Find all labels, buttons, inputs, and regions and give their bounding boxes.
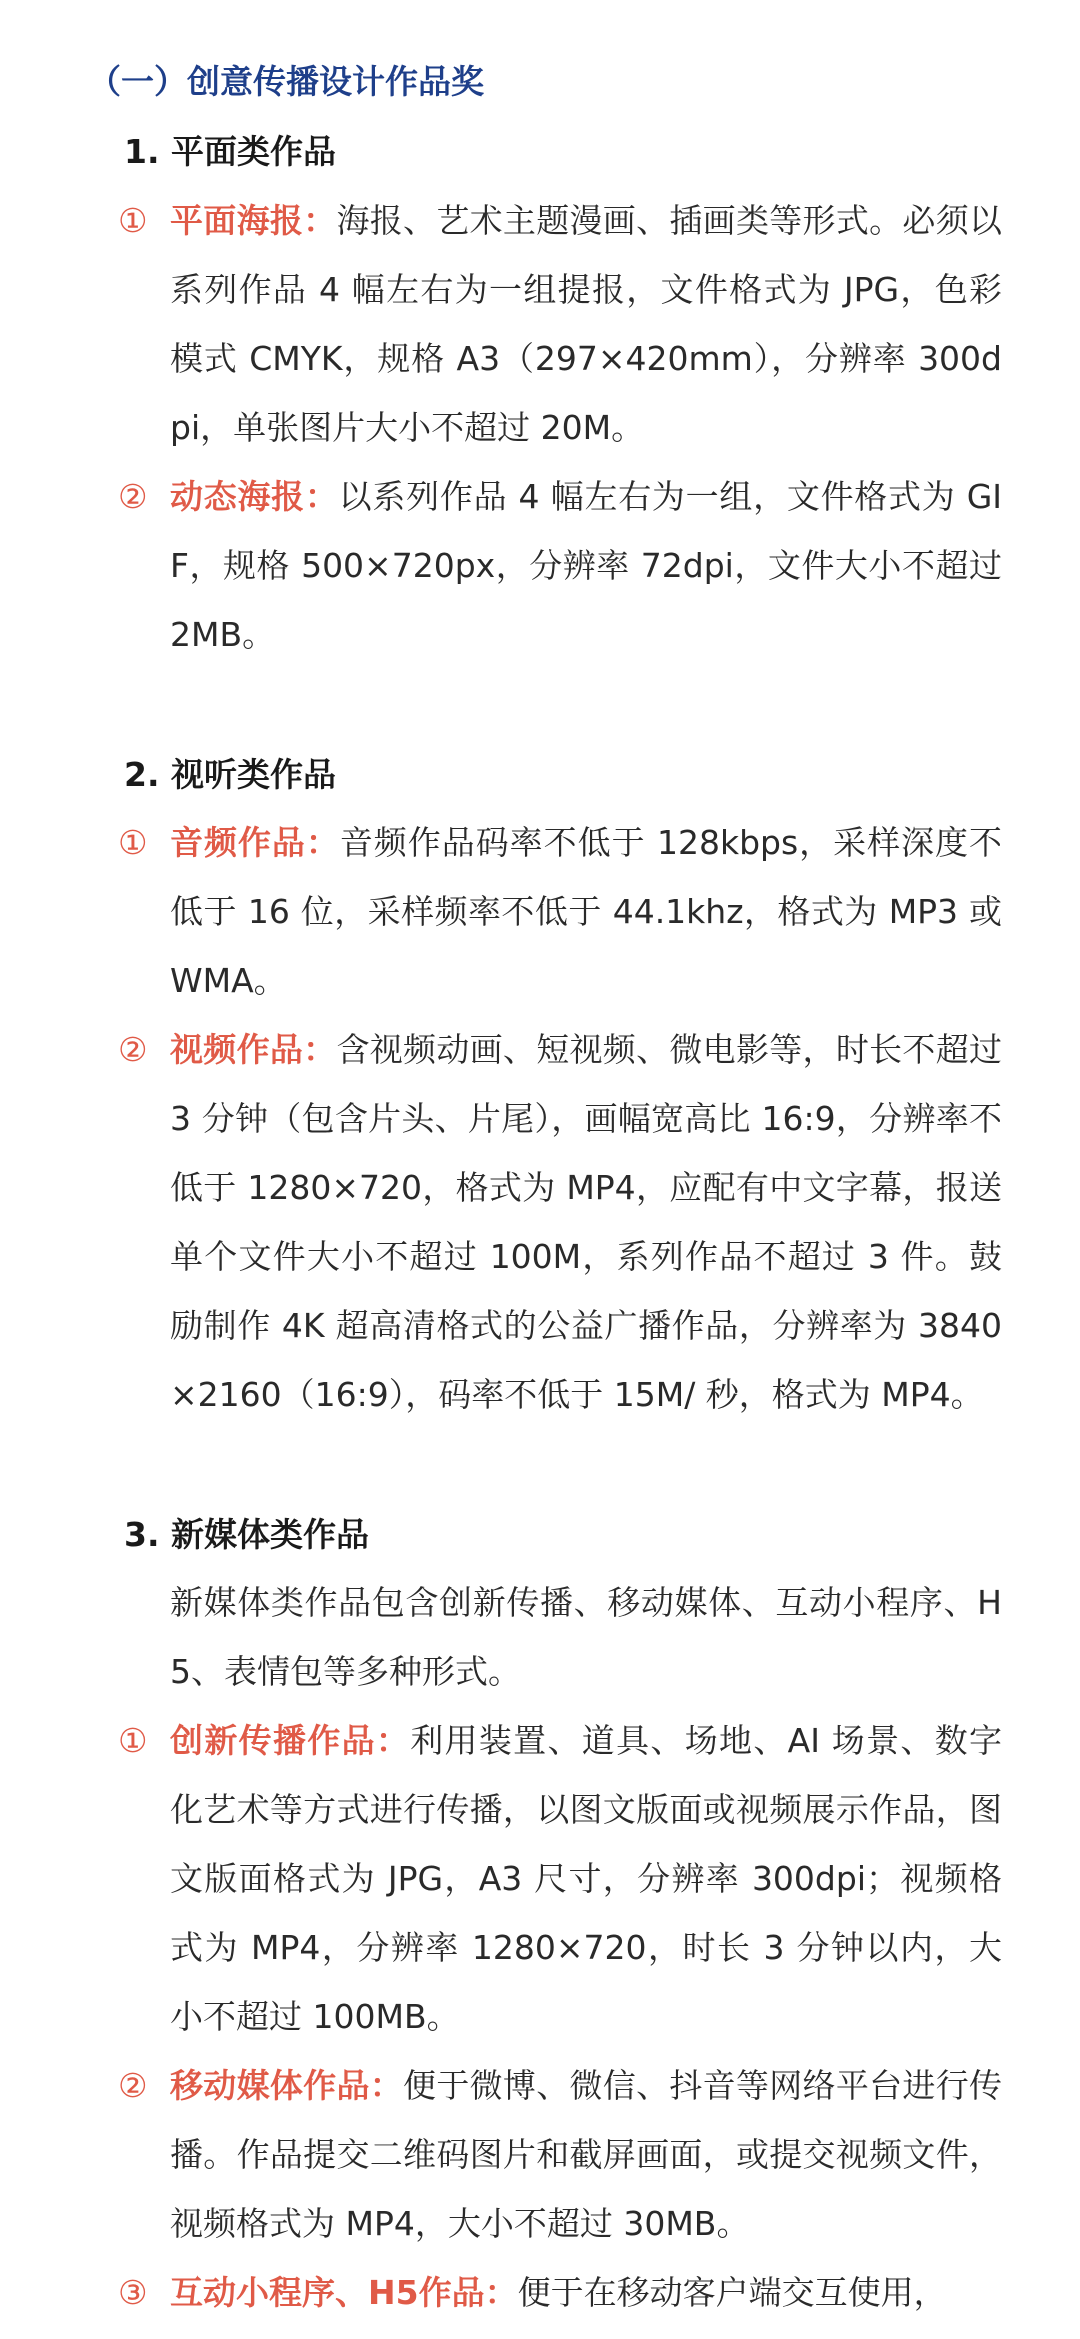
item-body xyxy=(170,1706,1002,2051)
item-label: 创新传播作品： xyxy=(170,1721,411,1760)
item-label: 互动小程序、H5作品： xyxy=(170,2273,518,2312)
item-marker: ① xyxy=(118,201,148,240)
item-marker: ② xyxy=(118,2066,148,2105)
group-intro: 新媒体类作品包含创新传播、移动媒体、互动小程序、H5、表情包等多种形式。 xyxy=(170,1583,1002,1691)
list-item-innovative xyxy=(118,1706,1002,2051)
item-marker: ② xyxy=(118,477,148,516)
item-label: 移动媒体作品： xyxy=(170,2066,404,2105)
item-marker: ① xyxy=(118,1721,148,1760)
group-title-audiovisual: 2. 视听类作品 xyxy=(124,755,336,794)
item-body xyxy=(170,2258,1002,2327)
item-marker: ② xyxy=(118,1030,148,1069)
item-label: 动态海报： xyxy=(170,477,339,516)
item-text: 便于微博、微信、抖音等网络平台进行传播。作品提交二维码图片和截屏画面，或提交视频文件，视频格式为 MP4，大小不超过 30MB。 xyxy=(170,2066,1003,2243)
item-body xyxy=(170,186,1002,462)
list-item-animated-poster xyxy=(118,462,1002,669)
item-label: 音频作品： xyxy=(170,823,340,862)
section-title: （一）创意传播设计作品奖 xyxy=(88,62,484,101)
item-text: 利用装置、道具、场地、AI 场景、数字化艺术等方式进行传播，以图文版面或视频展示作品，图文版面格式为 JPG，A3 尺寸，分辨率 300dpi；视频格式为 MP4，分辨率 1280×720，时长 3 分钟以内，大小不超过 100MB。 xyxy=(170,1721,1003,2036)
item-text: 以系列作品 4 幅左右为一组，文件格式为 GIF，规格 500×720px，分辨率 72dpi，文件大小不超过 2MB。 xyxy=(170,477,1003,654)
group-title-new-media: 3. 新媒体类作品 xyxy=(124,1515,369,1554)
list-item-video xyxy=(118,1015,1002,1429)
item-marker: ③ xyxy=(118,2273,148,2312)
item-marker: ① xyxy=(118,823,148,862)
item-label: 视频作品： xyxy=(170,1030,337,1069)
list-item-print-poster xyxy=(118,186,1002,462)
item-body xyxy=(170,462,1002,669)
item-body xyxy=(170,808,1002,1015)
item-text: 音频作品码率不低于 128kbps，采样深度不低于 16 位，采样频率不低于 44.1khz，格式为 MP3 或 WMA。 xyxy=(170,823,1002,1000)
item-body xyxy=(170,1015,1002,1429)
item-label: 平面海报： xyxy=(170,201,337,240)
group-title-print: 1. 平面类作品 xyxy=(124,132,336,171)
list-item-audio xyxy=(118,808,1002,1015)
list-item-mini-program xyxy=(118,2258,1002,2327)
item-text: 含视频动画、短视频、微电影等，时长不超过 3 分钟（包含片头、片尾），画幅宽高比 16:9，分辨率不低于 1280×720，格式为 MP4，应配有中文字幕，报送单个文件大小不超过 100M，系列作品不超过 3 件。鼓励制作 4K 超高清格式的公益广播作品，分辨率为 3840×2160（16:9），码率不低于 15M/ 秒，格式为 MP4。 xyxy=(170,1030,1003,1414)
item-text: 海报、艺术主题漫画、插画类等形式。必须以系列作品 4 幅左右为一组提报，文件格式为 JPG，色彩模式 CMYK，规格 A3（297×420mm），分辨率 300dpi，单张图片大小不超过 20M。 xyxy=(170,201,1003,447)
item-text: 便于在移动客户端交互使用， xyxy=(517,2273,947,2312)
list-item-mobile-media xyxy=(118,2051,1002,2258)
item-body xyxy=(170,2051,1002,2258)
